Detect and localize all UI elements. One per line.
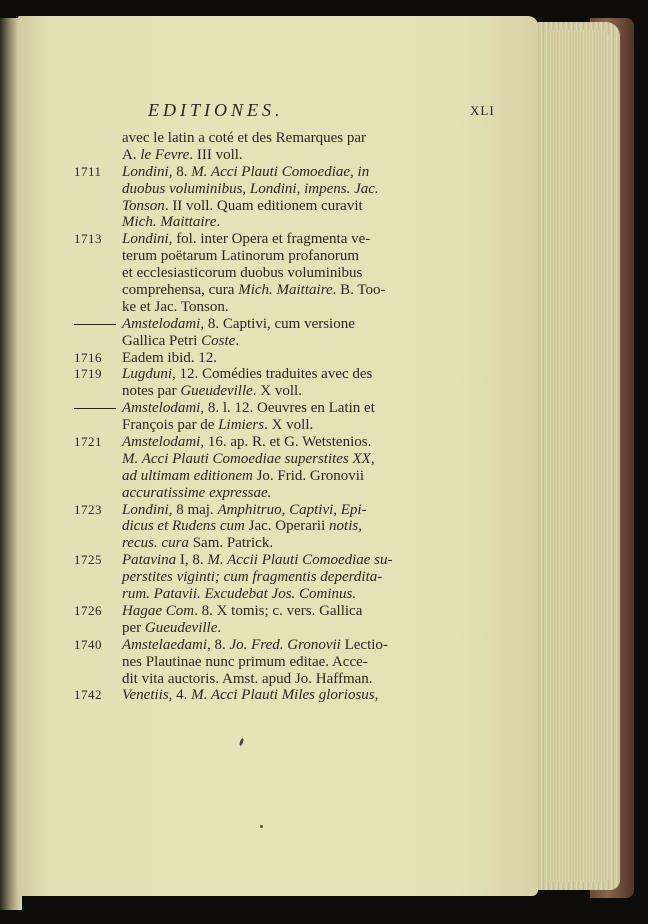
roman-segment: . B. Too-	[332, 282, 386, 299]
line-text	[122, 400, 375, 417]
roman-segment: Sam. Patrick.	[188, 535, 274, 552]
italic-segment: recus. cura	[122, 535, 189, 552]
italic-segment: Patavina	[122, 552, 177, 569]
roman-segment: dit vita auctoris. Amst. apud Jo. Haffman.	[122, 670, 373, 687]
italic-segment: Mich. Maittaire	[122, 214, 217, 231]
text-line	[74, 383, 394, 400]
text-line	[74, 552, 394, 569]
roman-segment: .	[217, 619, 222, 636]
line-text	[122, 687, 378, 704]
italic-segment: Gueudeville	[180, 383, 253, 400]
line-text	[122, 451, 375, 468]
roman-segment: . X voll.	[264, 417, 314, 434]
ditto-rule	[74, 324, 116, 325]
line-text	[122, 265, 362, 282]
text-line	[74, 434, 394, 451]
italic-segment: Amphitruo, Captivi, Epi-	[217, 501, 367, 518]
line-text	[122, 383, 302, 400]
text-line	[74, 299, 394, 316]
edition-year: 1725	[74, 552, 102, 568]
text-line	[74, 637, 394, 654]
line-text	[122, 518, 362, 535]
italic-segment: accuratissime expressae.	[122, 484, 272, 501]
text-line	[74, 603, 394, 620]
roman-segment: , 8 maj.	[168, 501, 218, 518]
roman-segment: nes Plautinae nunc primum editae. Acce-	[122, 653, 368, 670]
italic-segment: Tonson	[122, 197, 165, 214]
line-text	[122, 282, 386, 299]
italic-segment: M. Accii Plauti Comoediae su-	[207, 552, 393, 569]
roman-segment: . II voll. Quam editionem curavit	[164, 197, 363, 214]
edition-year: 1713	[74, 231, 102, 247]
text-line	[74, 248, 394, 265]
italic-segment: Amstelodami	[122, 434, 201, 451]
line-text	[122, 671, 373, 688]
text-line	[74, 535, 394, 552]
italic-segment: Coste	[201, 332, 236, 349]
italic-segment: Lugduni	[122, 366, 173, 383]
line-text	[122, 552, 393, 569]
text-line	[74, 502, 394, 519]
line-text	[122, 164, 369, 181]
roman-segment: notes par	[122, 383, 181, 400]
roman-segment: .	[216, 214, 221, 231]
line-text	[122, 603, 362, 620]
italic-segment: rum. Patavii. Excudebat Jos. Cominus.	[122, 586, 357, 603]
text-line	[74, 316, 394, 333]
italic-segment: Amstelodami	[122, 315, 201, 332]
text-line	[74, 569, 394, 586]
line-text	[122, 350, 217, 367]
roman-segment: François par de	[122, 417, 219, 434]
text-line	[74, 130, 394, 147]
italic-segment: Amstelodami	[122, 400, 201, 417]
roman-segment: , 8.	[168, 163, 192, 180]
text-line	[74, 671, 394, 688]
roman-segment: ke et Jac. Tonson.	[122, 298, 229, 315]
roman-segment: , 8. l. 12. Oeuvres en Latin et	[200, 400, 375, 417]
roman-segment: A.	[122, 146, 141, 163]
italic-segment: Londini	[122, 501, 169, 518]
line-text	[122, 181, 379, 198]
text-line	[74, 333, 394, 350]
page-number: XLI	[470, 103, 495, 118]
italic-segment: notis,	[329, 518, 362, 535]
roman-segment: Jo. Frid. Gronovii	[252, 467, 365, 484]
line-text	[122, 586, 356, 603]
roman-segment: Gallica Petri	[122, 332, 202, 349]
roman-segment: . III voll.	[189, 146, 243, 163]
italic-segment: dicus et Rudens cum	[122, 518, 245, 535]
italic-segment: Londini	[122, 163, 169, 180]
italic-segment: perstites viginti; cum fragmentis deperdita-	[122, 569, 383, 586]
text-line	[74, 282, 394, 299]
roman-segment: , 4.	[168, 687, 192, 704]
roman-segment: Eadem ibid. 12.	[122, 349, 217, 366]
roman-segment: Jac. Operarii	[244, 518, 330, 535]
italic-segment: M. Acci Plauti Comoediae, in	[191, 163, 370, 180]
italic-segment: Jo. Fred. Gronovii	[229, 636, 341, 653]
roman-segment: ,	[374, 687, 379, 704]
text-line	[74, 214, 394, 231]
edition-year: 1740	[74, 636, 102, 652]
edition-year: 1711	[74, 163, 102, 179]
roman-segment: , 8. Captivi, cum versione	[200, 315, 355, 332]
italic-segment: Venetiis	[122, 687, 169, 704]
edition-year: 1726	[74, 602, 102, 618]
line-text	[122, 620, 221, 637]
text-line	[74, 485, 394, 502]
roman-segment: I, 8.	[176, 552, 208, 569]
roman-segment: Lectio-	[340, 636, 388, 653]
italic-segment: M. Acci Plauti Miles gloriosus	[191, 687, 375, 704]
line-text	[122, 654, 368, 671]
roman-segment: terum poëtarum Latinorum profanorum	[122, 248, 360, 265]
line-text	[122, 535, 273, 552]
editions-list	[74, 130, 394, 704]
text-line	[74, 518, 394, 535]
roman-segment: , fol. inter Opera et fragmenta ve-	[168, 231, 371, 248]
text-line	[74, 400, 394, 417]
line-text	[122, 502, 367, 519]
text-line	[74, 468, 394, 485]
text-line	[74, 620, 394, 637]
italic-segment: ad ultimam editionem	[122, 467, 253, 484]
text-line	[74, 231, 394, 248]
edition-year: 1719	[74, 366, 102, 382]
italic-segment: Amstelaedami	[122, 636, 207, 653]
ink-speck	[260, 825, 263, 828]
line-text	[122, 569, 382, 586]
line-text	[122, 417, 313, 434]
italic-segment: Londini	[122, 231, 169, 248]
roman-segment: , 12. Comédies traduites avec des	[172, 366, 373, 383]
italic-segment: Hagae Com	[122, 602, 195, 619]
ditto-rule	[74, 408, 116, 409]
roman-segment: . 8. X tomis; c. vers. Gallica	[194, 602, 363, 619]
roman-segment: avec le latin a coté et des Remarques par	[122, 130, 367, 146]
roman-segment: comprehensa, cura	[122, 282, 239, 299]
roman-segment: .	[235, 332, 240, 349]
text-line	[74, 586, 394, 603]
italic-segment: Mich. Maittaire	[238, 282, 333, 299]
line-text	[122, 231, 370, 248]
text-line	[74, 417, 394, 434]
text-line	[74, 366, 394, 383]
roman-segment: . X voll.	[252, 383, 302, 400]
edition-year: 1721	[74, 434, 102, 450]
line-text	[122, 485, 271, 502]
text-line	[74, 265, 394, 282]
line-text	[122, 214, 220, 231]
text-line	[74, 198, 394, 215]
italic-segment: Limiers	[218, 417, 265, 434]
text-line	[74, 147, 394, 164]
italic-segment: duobus voluminibus, Londini, impens. Jac.	[122, 180, 379, 197]
line-text	[122, 434, 371, 451]
italic-segment: Gueudeville	[144, 619, 218, 636]
edition-year: 1723	[74, 501, 102, 517]
line-text	[122, 366, 372, 383]
line-text	[122, 468, 364, 485]
text-line	[74, 687, 394, 704]
text-line	[74, 350, 394, 367]
running-title: EDITIONES.	[148, 100, 284, 120]
text-line	[74, 654, 394, 671]
roman-segment: per	[122, 619, 145, 636]
line-text	[122, 299, 229, 316]
text-line	[74, 164, 394, 181]
line-text	[122, 130, 366, 147]
line-text	[122, 333, 239, 350]
roman-segment: , 8.	[206, 636, 230, 653]
line-text	[122, 637, 388, 654]
text-line	[74, 451, 394, 468]
line-text	[122, 147, 243, 164]
italic-segment: le Fevre	[140, 146, 190, 163]
roman-segment: et ecclesiasticorum duobus voluminibus	[122, 265, 363, 282]
roman-segment: , 16. ap. R. et G. Wetstenios.	[200, 434, 372, 451]
page-block-edges-inner	[548, 30, 610, 882]
line-text	[122, 248, 359, 265]
text-line	[74, 181, 394, 198]
line-text	[122, 198, 363, 215]
edition-year: 1716	[74, 349, 102, 365]
italic-segment: M. Acci Plauti Comoediae superstites XX,	[122, 450, 375, 467]
line-text	[122, 316, 355, 333]
edition-year: 1742	[74, 687, 102, 703]
